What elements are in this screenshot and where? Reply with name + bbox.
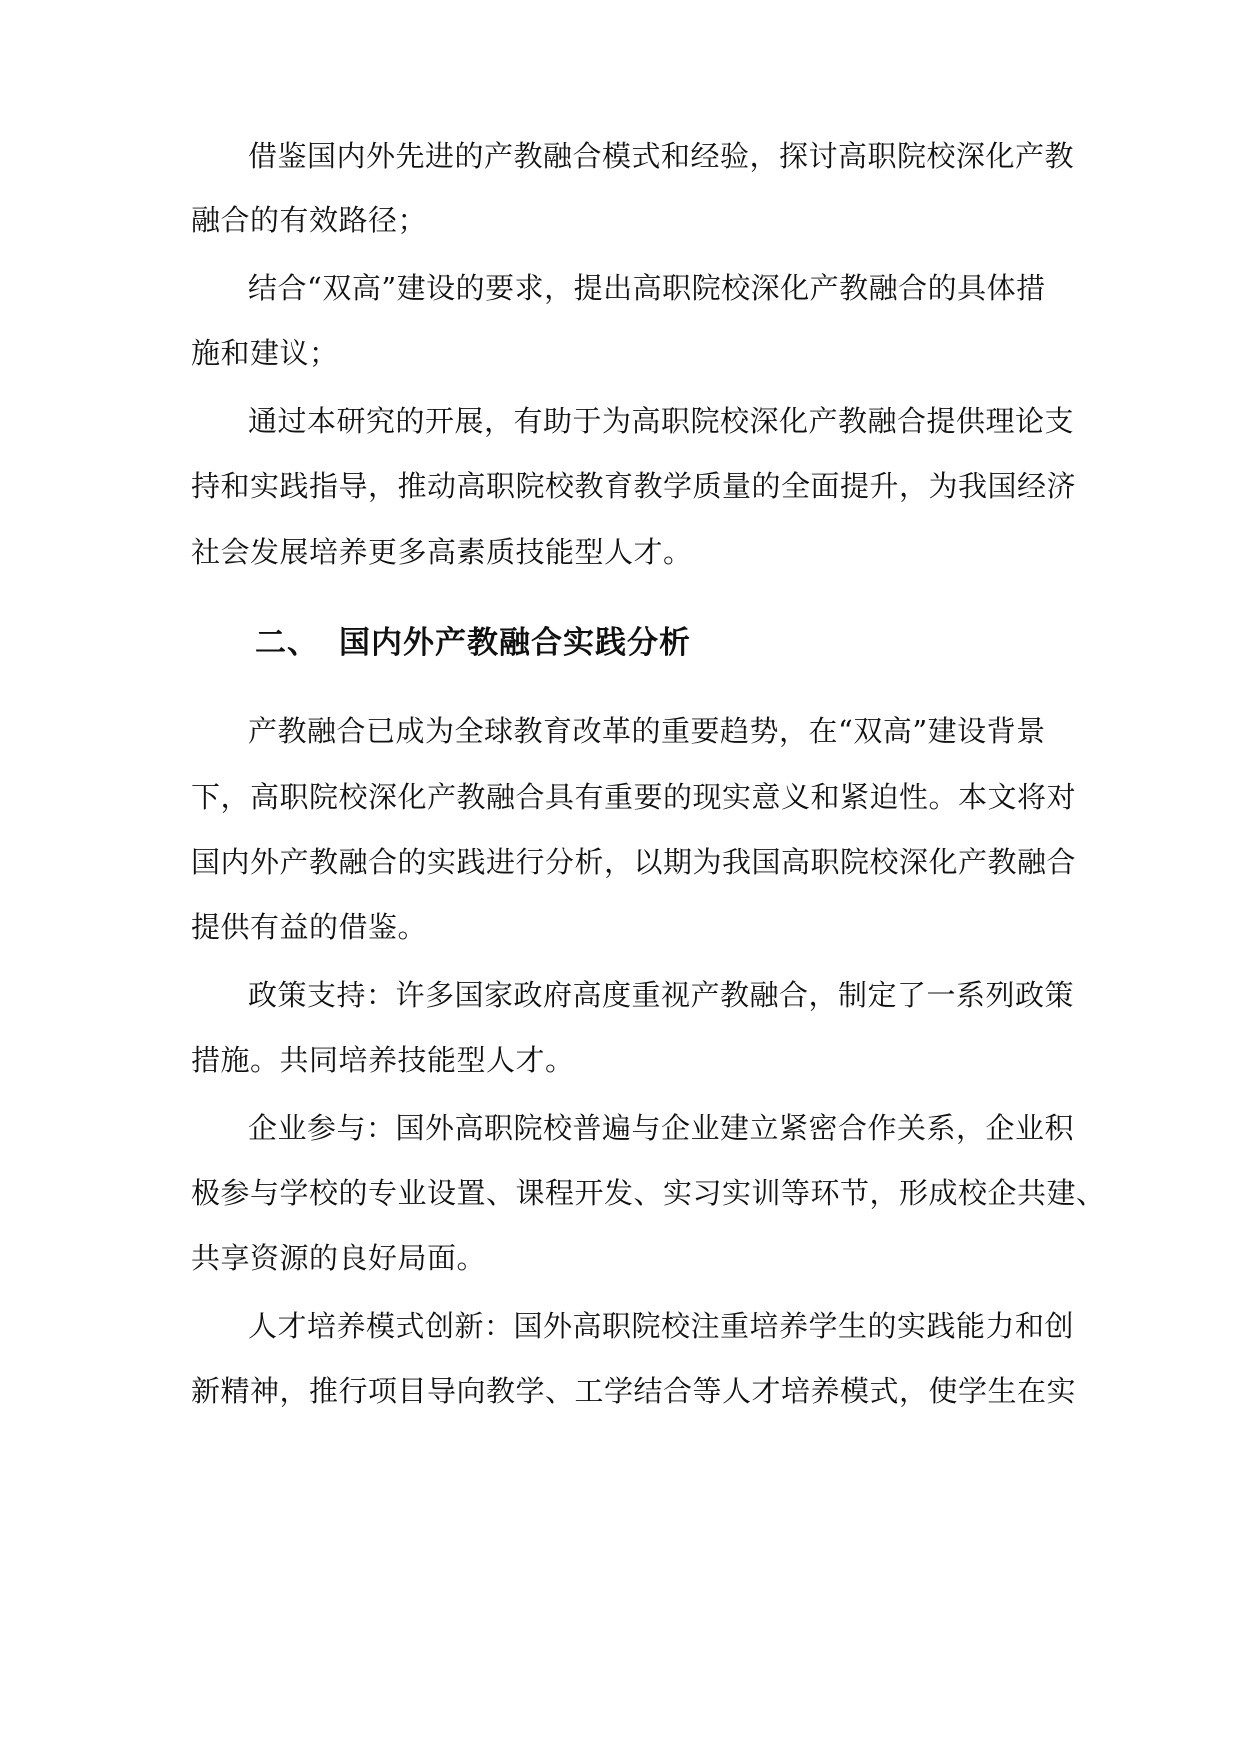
section-paragraph-1-line-4: 提供有益的借鉴。 [191,910,428,944]
paragraph-3-line-1: 通过本研究的开展，有助于为高职院校深化产教融合提供理论支 [248,404,1075,438]
paragraph-2-line-1: 结合“双高”建设的要求，提出高职院校深化产教融合的具体措 [248,271,1046,305]
section-paragraph-3-line-2: 极参与学校的专业设置、课程开发、实习实训等环节，形成校企共建、 [191,1176,1106,1210]
section-heading-title: 国内外产教融合实践分析 [339,625,691,661]
section-paragraph-3-line-3: 共享资源的良好局面。 [191,1241,487,1275]
section-heading-number: 二、 [255,625,319,661]
paragraph-3-line-3: 社会发展培养更多高素质技能型人才。 [191,535,693,569]
section-paragraph-2-line-2: 措施。共同培养技能型人才。 [191,1043,575,1077]
section-paragraph-2-line-1: 政策支持：许多国家政府高度重视产教融合，制定了一系列政策 [248,978,1075,1012]
section-paragraph-4-line-1: 人才培养模式创新：国外高职院校注重培养学生的实践能力和创 [248,1309,1075,1343]
section-paragraph-4-line-2: 新精神，推行项目导向教学、工学结合等人才培养模式，使学生在实 [191,1374,1077,1408]
section-heading [255,621,691,665]
section-paragraph-1-line-1: 产教融合已成为全球教育改革的重要趋势，在“双高”建设背景 [248,714,1046,748]
paragraph-2-line-2: 施和建议； [191,336,339,370]
section-paragraph-3-line-1: 企业参与：国外高职院校普遍与企业建立紧密合作关系，企业积 [248,1111,1075,1145]
paragraph-1-line-2: 融合的有效路径； [191,203,428,237]
paragraph-3-line-2: 持和实践指导，推动高职院校教育教学质量的全面提升，为我国经济 [191,469,1077,503]
paragraph-1-line-1: 借鉴国内外先进的产教融合模式和经验，探讨高职院校深化产教 [248,139,1075,173]
section-paragraph-1-line-2: 下，高职院校深化产教融合具有重要的现实意义和紧迫性。本文将对 [191,780,1077,814]
section-paragraph-1-line-3: 国内外产教融合的实践进行分析，以期为我国高职院校深化产教融合 [191,845,1077,879]
